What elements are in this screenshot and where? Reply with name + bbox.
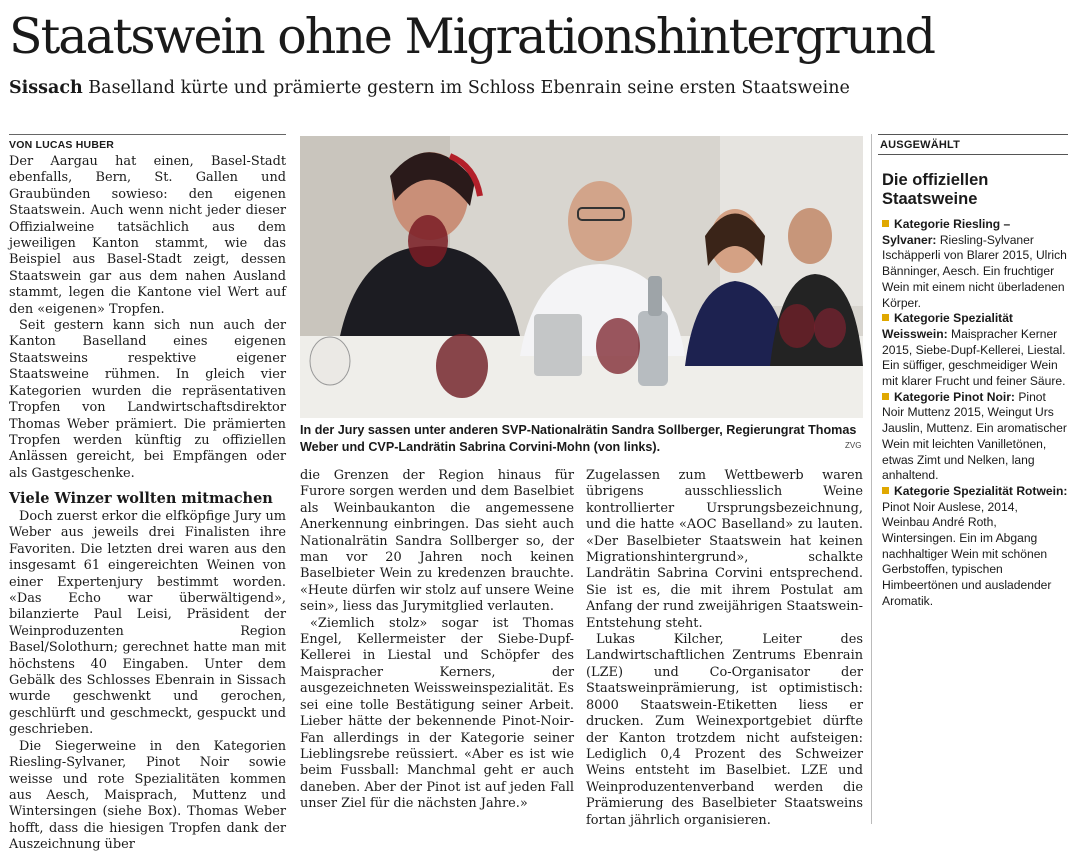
paragraph: Doch zuerst erkor die elfköpfige Jury um Weber aus jeweils drei Finalisten ihre Favoriten. Die letzten drei waren aus den insgesamt 61 eingereichten Weinen von einer Expertenjury bestimmt worden. «Das Echo war überwältigend», bilanzierte Paul Leisi, Präsident der Weinproduzenten Region Basel/Solothurn; gerechnet hatte man mit höchstens 40 Eingaben. Unter dem Gebälk des Schlosses Ebenrain in Sissach wurde geschwenkt und gerochen, geschlürft und geschmeckt, gespuckt und geschrieben. <box>9 509 286 738</box>
sidebar-tag: AUSGEWÄHLT <box>878 134 1068 155</box>
paragraph: Seit gestern kann sich nun auch der Kanton Baselland eines eigenen Staatsweins respektive eigener Staatsweine rühmen. In gleich vier Kategorien wurden die repräsentativen Tropfen von Landwirtschaftsdirektor Thomas Weber prämiert. Die prämierten Tropfen werden künftig zu offiziellen Anlässen gereicht, bei Empfängen oder als Gastgeschenke. <box>9 318 286 481</box>
sidebar-item-category: Kategorie Riesling – Sylvaner: <box>882 217 1011 247</box>
square-bullet-icon <box>882 487 889 494</box>
photo-credit: ZVG <box>845 441 862 450</box>
sidebar-item-category: Kategorie Spezialität Weisswein: <box>882 311 1013 341</box>
article-column-2 <box>300 468 574 813</box>
sidebar-item-text: Pinot Noir Muttenz 2015, Weingut Urs Jauslin, Muttenz. Ein aromatischer Wein mit leichten Vanilletönen, etwas Zimt und Nelken, lang anhaltend. <box>882 389 1067 483</box>
subline <box>9 76 1069 100</box>
column-divider <box>871 134 872 824</box>
sidebar-title: Die offiziellen Staatsweine <box>882 171 989 208</box>
subline-text: Baselland kürte und prämierte gestern im Schloss Ebenrain seine ersten Staatsweine <box>82 78 850 98</box>
paragraph: Der Aargau hat einen, Basel-Stadt ebenfalls, Bern, St. Gallen und Graubünden sowieso: den eigenen Staatswein. Auch wenn nicht jeder dieser Offizialweine tatsächlich aus dem jeweiligen Kanton stammt, wie das Beispiel aus Basel-Stadt zeigt, dessen Staatswein gar aus dem nahen Ausland stammt, legen die Kantone viel Wert auf den «eigenen» Tropfen. <box>9 154 286 317</box>
sidebar-item-text: Riesling-Sylvaner Ischäpperli von Blarer 2015, Ulrich Bänninger, Aesch. Ein fruchtiger Wein mit einem nicht überladenen Körper. <box>882 232 1067 310</box>
article-photo <box>300 136 863 418</box>
article-column-3 <box>586 468 863 829</box>
square-bullet-icon <box>882 393 889 400</box>
sidebar-item <box>882 217 1068 311</box>
sidebar-item-category: Kategorie Pinot Noir: <box>894 389 1015 404</box>
sidebar-item-text: Pinot Noir Auslese, 2014, Weinbau André Roth, Wintersingen. Ein im Abgang nachhaltiger Wein mit schönen Gerbstoffen, typischen Himbeertönen und ausladender Aromatik. <box>882 499 1052 608</box>
square-bullet-icon <box>882 220 889 227</box>
paragraph: «Ziemlich stolz» sogar ist Thomas Engel, Kellermeister der Siebe-Dupf-Kellerei in Liestal und Schöpfer des Maispracher Kerners, der ausgezeichneten Weissweinspezialität. Es sei eine tolle Bestätigung seiner Arbeit. Lieber hätte der bekennende Pinot-Noir-Fan allerdings in der Kategorie seiner Lieblingsrebe reüssiert. «Aber es ist wie beim Fussball: Manchmal geht er auch daneben. Aber der Pinot ist auf jeden Fall unser Ziel für die nächsten Jahre.» <box>300 615 574 812</box>
article-column-1 <box>9 154 286 482</box>
sidebar-item <box>882 311 1068 390</box>
photo-caption: In der Jury sassen unter anderen SVP-Nationalrätin Sandra Sollberger, Regierungrat Thomas Weber und CVP-Landrätin Sabrina Corvini-Mohn (von links). <box>300 423 857 454</box>
byline: VON LUCAS HUBER <box>9 134 286 151</box>
paragraph: Lukas Kilcher, Leiter des Landwirtschaftlichen Zentrums Ebenrain (LZE) und Co-Organisator der Staatsweinprämierung, ist optimistisch: 8000 Staatswein-Etiketten liess er drucken. Zum Weinexportgebiet dürfte der Kanton trotzdem nicht aufsteigen: Lediglich 0,4 Prozent des Schweizer Weins entsteht im Baselbiet. LZE und Weinproduzentenverband werden die Prämierung des Baselbieter Staatsweins fortan jährlich organisieren. <box>586 632 863 828</box>
article-column-1-lower <box>9 490 286 854</box>
paragraph: Zugelassen zum Wettbewerb waren übrigens ausschliesslich Weine kontrollierter Ursprungsbezeichnung, und die hatte «AOC Baselland» zu lauten. «Der Baselbieter Staatswein hat keinen Migrationshintergrund», schalkte Landrätin Sabrina Corvini entsprechend. Sie ist es, die mit ihrem Postulat am Anfang der rund zweijährigen Staatswein-Entstehung steht. <box>586 468 863 631</box>
sidebar-item <box>882 390 1068 484</box>
paragraph: Die Siegerweine in den Kategorien Riesling-Sylvaner, Pinot Noir sowie weisse und rote Spezialitäten kommen aus Aesch, Maisprach, Muttenz und Wintersingen (siehe Box). Thomas Weber hofft, dass die hiesigen Tropfen dank der Auszeichnung über <box>9 738 286 853</box>
jury-photo-illustration <box>300 136 863 418</box>
sidebar-item-category: Kategorie Spezialität Rotwein: <box>894 483 1068 498</box>
square-bullet-icon <box>882 314 889 321</box>
paragraph: die Grenzen der Region hinaus für Furore sorgen werden und dem Baselbiet als Weinbaukanton die angemessene Anerkennung einbringen. Das sieht auch Nationalrätin Sandra Sollberger so, der man vor 20 Jahren noch keinen Baselbieter Wein zu kredenzen brauchte. «Heute dürfen wir stolz auf unsere Weine sein», liess das Jurymitglied verlauten. <box>300 468 574 615</box>
subline-place: Sissach <box>9 78 83 98</box>
subheading: Viele Winzer wollten mitmachen <box>9 490 273 507</box>
headline: Staatswein ohne Migrationshintergrund <box>9 8 935 65</box>
sidebar-box <box>878 134 1068 610</box>
sidebar-item <box>882 484 1068 610</box>
sidebar-item-text: Maispracher Kerner 2015, Siebe-Dupf-Kellerei, Liestal. Ein süffiger, geschmeidiger Wein mit klarer Frucht und feiner Säure. <box>882 326 1066 389</box>
